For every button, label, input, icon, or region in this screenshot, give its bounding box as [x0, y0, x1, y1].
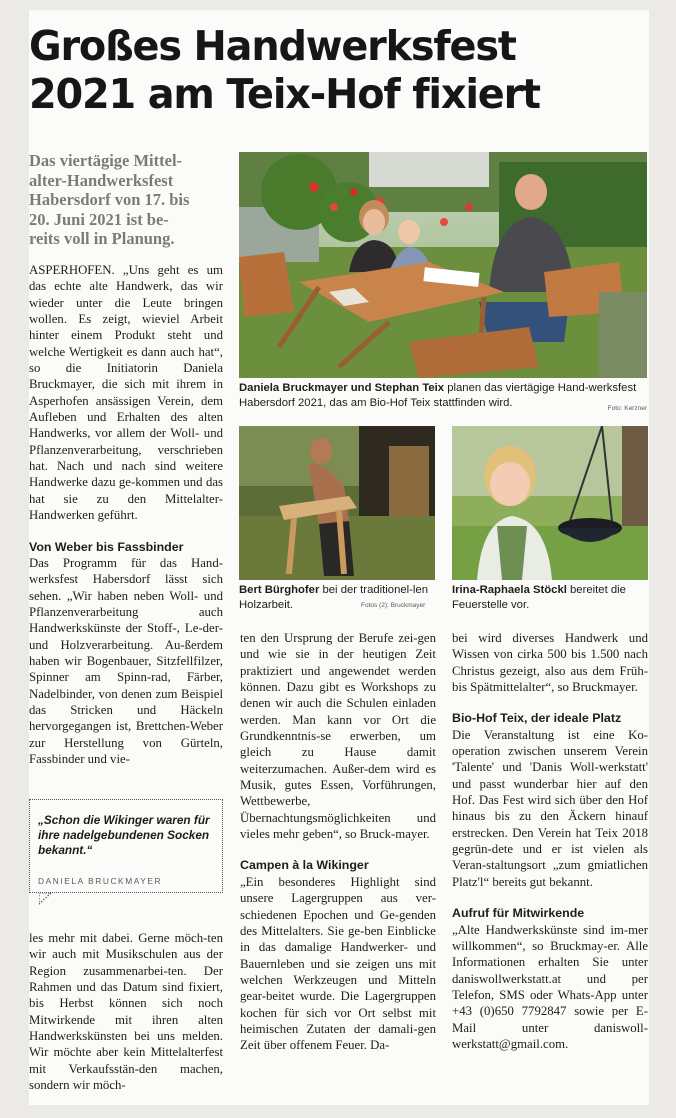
main-photo-caption [239, 381, 647, 417]
caption-name: Bert Bürghofer [239, 584, 320, 596]
headline-line-2: 2021 am Teix-Hof fixiert [29, 70, 540, 118]
lead-line: reits voll in Planung. [29, 229, 175, 248]
subheading: Campen à la Wikinger [240, 858, 369, 873]
body-paragraph: les mehr mit dabei. Gerne möch-ten wir auch mit Musikschulen aus der Region zusammenarbei-ten. Der Rahmen und das Datum sind fixiert, bis Herbst können sich noch Mitwirkende mit ihren alten Handwerkskünsten bei uns melden. Wir möchte aber kein Mittelalterfest mit Verkaufsstän-den machen, sondern wir möch- [29, 931, 223, 1093]
woodwork-photo [239, 426, 435, 580]
pull-quote [29, 799, 223, 893]
lead-line: alter-Handwerksfest [29, 170, 174, 190]
photo-credit: Foto: Kerzner [607, 405, 647, 413]
caption-text: bei der traditionel-len Holzarbeit. [239, 584, 428, 612]
subheading: Von Weber bis Fassbinder [29, 539, 184, 554]
woodwork-caption [239, 583, 439, 614]
body-paragraph: Das Programm für das Hand-werksfest Habersdorf lässt sich sehen. „Wir haben neben Woll- und Pflanzenverarbeitung auch Handwerkskünste der Stoff-, Le-der- und Holzverarbeitung. Au-ßerdem haben wir Bogenbauer, Sitzfellfilzer, Spinner am Spinn-rad, Färber, Nadelbinder, von denen zum Beispiel das Stricken und Häckeln hervorgegangen ist, Brettchen-Weber zur Herstellung von Gürteln, Fassbinder und vie- [29, 555, 223, 766]
body-paragraph: „Alte Handwerkskünste sind im-mer willkommen“, so Bruckmay-er. Alle Informationen erhalten Sie unter daniswollwerkstatt.at und per Telefon, SMS oder Whats-App unter +43 (0)650 7792847 sowie per E-Mail unter daniswoll-werkstatt@gmail.com. [452, 922, 648, 1051]
fireplace-photo [452, 426, 648, 580]
quote-tail-icon [39, 893, 53, 905]
quote-author: DANIELA BRUCKMAYER [38, 876, 163, 886]
fireplace-caption [452, 583, 648, 614]
lead-line: 20. Juni 2021 ist be- [29, 209, 169, 229]
article-column-1-continued [29, 930, 223, 1093]
body-paragraph: ten den Ursprung der Berufe zei-gen und wie sie in der heutigen Zeit praktiziert und angewendet werden können. Dazu gibt es Workshops zu denen wir auch die Schulen einladen werden. Man kann vor Ort die Grundkenntnis-se erwerben, um gleich zu Hause damit weiterzumachen. Außer-dem wird es Musik, gutes Essen, Vorführungen, Wettbewerbe, Übernachtungsmöglichkeiten und vieles mehr geben“, so Bruck-mayer. [240, 631, 436, 842]
caption-names: Daniela Bruckmayer und Stephan Teix [239, 382, 445, 394]
subheading: Aufruf für Mitwirkende [452, 906, 585, 921]
lead-paragraph [29, 151, 234, 249]
article-column-2 [240, 630, 436, 1054]
newspaper-page [29, 10, 649, 1105]
lead-line: Habersdorf von 17. bis [29, 190, 190, 209]
caption-text: bereitet die Feuerstelle vor. [452, 584, 626, 612]
body-paragraph: ASPERHOFEN. „Uns geht es um das echte alte Handwerk, das wir wieder unter die Leute bringen wollen. Es zeigt, wieviel Arbeit hinter einem Produkt steht und welche Wertigkeit es dann auch hat“, so die Initiatorin Daniela Bruckmayer, die sich mit ihrem in Asperhofen ansässigen Verein, dem Aufleben und Erhalten des alten Handwerks, vor allem der Woll- und Pflanzenverarbeitung, verschrieben hat. Nach und nach sind weitere Handwerke dazu ge-kommen und das hat sie zu den Mittelalter-Handwerken geführt. [29, 263, 223, 523]
photo-credit: Fotos (2): Bruckmayer [361, 602, 426, 609]
body-paragraph: Die Veranstaltung ist eine Ko-operation zwischen unserem Verein 'Talente' und 'Danis Woll-werkstatt' und passt wunderbar hier auf den Hof. Das Fest wird sich über den Hof hinaus bis zu den Äckern hinauf erstrecken. Den Verein hat Teix 2018 gegrün-dete und er ist vielen als Veran-staltungsort „zum gmiatlichen Platz'l“ bereits gut bekannt. [452, 727, 648, 889]
caption-text: planen das viertägige Hand-werksfest Habersdorf 2021, das am Bio-Hof Teix stattfinden wird. [239, 382, 637, 410]
body-paragraph: bei wird diverses Handwerk und Wissen von cirka 500 bis 1.500 nach Christus gezeigt, also aus dem Früh- bis Spätmittelalter“, so Bruckmayer. [452, 631, 648, 695]
main-photo [239, 152, 647, 378]
body-paragraph: „Ein besonderes Highlight sind unsere Lagergruppen aus ver-schiedenen Epochen und Ge-genden des Mittelalters. Sie ge-ben Einblicke in das damalige Handwerker- und Bauernleben und sie zeigen uns mit welchen Werkzeugen und Mitteln gear-beitet wurde. Die Lagergruppen kochen für sich vor Ort selbst mit heimischen Zutaten der damali-gen Zeit über offenem Feuer. Da- [240, 874, 436, 1053]
lead-line: Das viertägige Mittel- [29, 151, 183, 170]
headline [29, 22, 556, 118]
subheading: Bio-Hof Teix, der ideale Platz [452, 711, 622, 726]
article-column-3 [452, 630, 648, 1052]
caption-name: Irina-Raphaela Stöckl [452, 584, 567, 596]
article-column-1 [29, 262, 223, 767]
quote-text: „Schon die Wikinger waren für ihre nadelgebundenen Socken bekannt.“ [38, 813, 210, 857]
headline-line-1: Großes Handwerksfest [29, 22, 516, 70]
